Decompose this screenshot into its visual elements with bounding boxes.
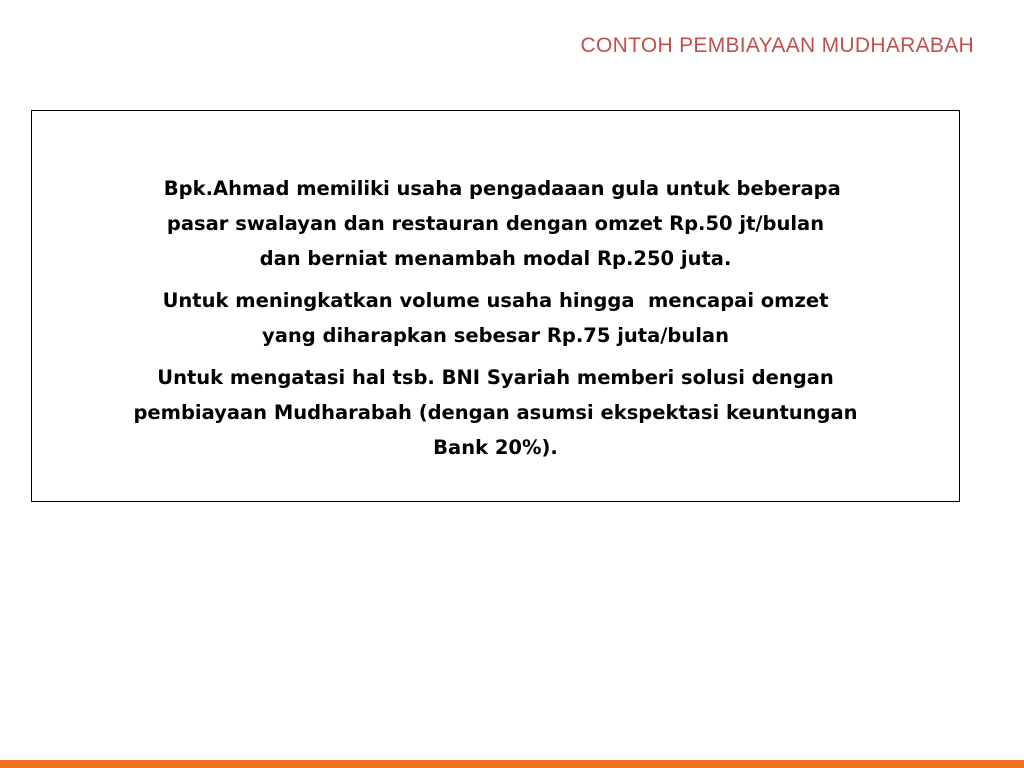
- paragraph-solution: [32, 360, 959, 465]
- content-box: [31, 110, 960, 502]
- paragraph-line: dan berniat menambah modal Rp.250 juta.: [259, 247, 732, 270]
- paragraph-line: pasar swalayan dan restauran dengan omzet Rp.50 jt/bulan: [166, 212, 825, 235]
- paragraph-line: Bank 20%).: [433, 436, 558, 459]
- paragraph-line: Bpk.Ahmad memiliki usaha pengadaaan gula untuk beberapa: [150, 177, 841, 200]
- paragraph-line: pembiayaan Mudharabah (dengan asumsi ekspektasi keuntungan: [133, 401, 858, 424]
- paragraph-line: yang diharapkan sebesar Rp.75 juta/bulan: [262, 324, 729, 347]
- bottom-accent-bar: [0, 760, 1024, 768]
- paragraph-goal: [32, 283, 959, 353]
- paragraph-line: Untuk mengatasi hal tsb. BNI Syariah memberi solusi dengan: [157, 366, 834, 389]
- paragraph-intro: [32, 171, 959, 276]
- slide-title: CONTOH PEMBIAYAAN MUDHARABAH: [580, 34, 974, 57]
- paragraph-line: Untuk meningkatkan volume usaha hingga mencapai omzet: [162, 289, 829, 312]
